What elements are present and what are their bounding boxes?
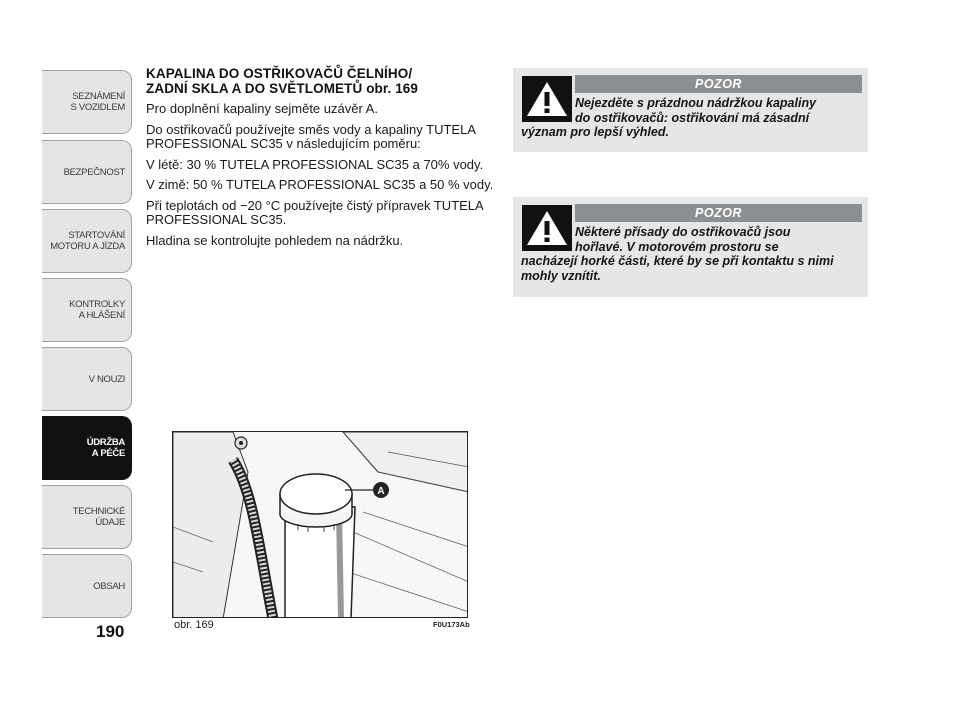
warning-text-line-2: do ostřikovačů: ostřikování má zásadní	[575, 110, 810, 125]
paragraph-level-check: Hladina se kontrolujte pohledem na nádržku.	[146, 232, 404, 248]
tab-seznameni-s-vozidlem[interactable]: SEZNÁMENÍ S VOZIDLEM	[42, 70, 132, 134]
tab-startovani-motoru[interactable]: STARTOVÁNÍ MOTORU A JÍZDA	[42, 209, 132, 273]
warning-text-rest: význam pro lepší výhled.	[521, 125, 669, 139]
tab-udrzba-a-pece[interactable]: ÚDRŽBA A PÉČE	[42, 416, 132, 480]
paragraph-low-temp: Při teplotách od −20 °C používejte čistý přípravek TUTELA PROFESSIONAL SC35.	[146, 197, 483, 227]
paragraph-mixture: Do ostřikovačů používejte směs vody a kapaliny TUTELA PROFESSIONAL SC35 v následujícím poměru:	[146, 121, 476, 151]
washer-fluid-section	[146, 66, 496, 254]
warning-text	[521, 225, 860, 283]
section-heading	[146, 66, 496, 96]
callout-label-a: A	[377, 486, 385, 497]
paragraph-summer: V létě: 30 % TUTELA PROFESSIONAL SC35 a 70% vody.	[146, 156, 484, 172]
warning-text-line-1: Nejezděte s prázdnou nádržkou kapaliny	[575, 96, 817, 110]
warning-text-line-1: Některé přísady do ostřikovačů jsou	[575, 225, 791, 239]
warning-box-empty-reservoir	[513, 68, 868, 152]
reservoir-drawing	[173, 432, 468, 618]
figure-code: F0U173Ab	[433, 620, 470, 629]
tab-obsah[interactable]: OBSAH	[42, 554, 132, 618]
heading-line-1: KAPALINA DO OSTŘIKOVAČŮ ČELNÍHO/	[146, 66, 413, 81]
warning-box-flammable-additives	[513, 197, 868, 297]
page-number: 190	[96, 622, 125, 641]
warning-label: POZOR	[575, 75, 862, 93]
tab-technicke-udaje[interactable]: TECHNICKÉ ÚDAJE	[42, 485, 132, 549]
heading-line-2: ZADNÍ SKLA A DO SVĚTLOMETŮ obr. 169	[146, 81, 419, 96]
tab-kontrolky[interactable]: KONTROLKY A HLÁŠENÍ	[42, 278, 132, 342]
warning-text-rest: nacházejí horké části, které by se při kontaktu s nimi mohly vznítit.	[521, 254, 834, 283]
tab-v-nouzi[interactable]: V NOUZI	[42, 347, 132, 411]
paragraph-remove-cap: Pro doplnění kapaliny sejměte uzávěr A.	[146, 101, 378, 116]
washer-reservoir-illustration	[172, 431, 468, 618]
paragraph-winter: V zimě: 50 % TUTELA PROFESSIONAL SC35 a 50 % vody.	[146, 177, 494, 192]
warning-text	[521, 96, 860, 140]
tab-bezpecnost[interactable]: BEZPEČNOST	[42, 140, 132, 204]
warning-text-line-2: hořlavé. V motorovém prostoru se	[575, 239, 779, 254]
figure-caption: obr. 169	[174, 619, 214, 631]
warning-label: POZOR	[575, 204, 862, 222]
